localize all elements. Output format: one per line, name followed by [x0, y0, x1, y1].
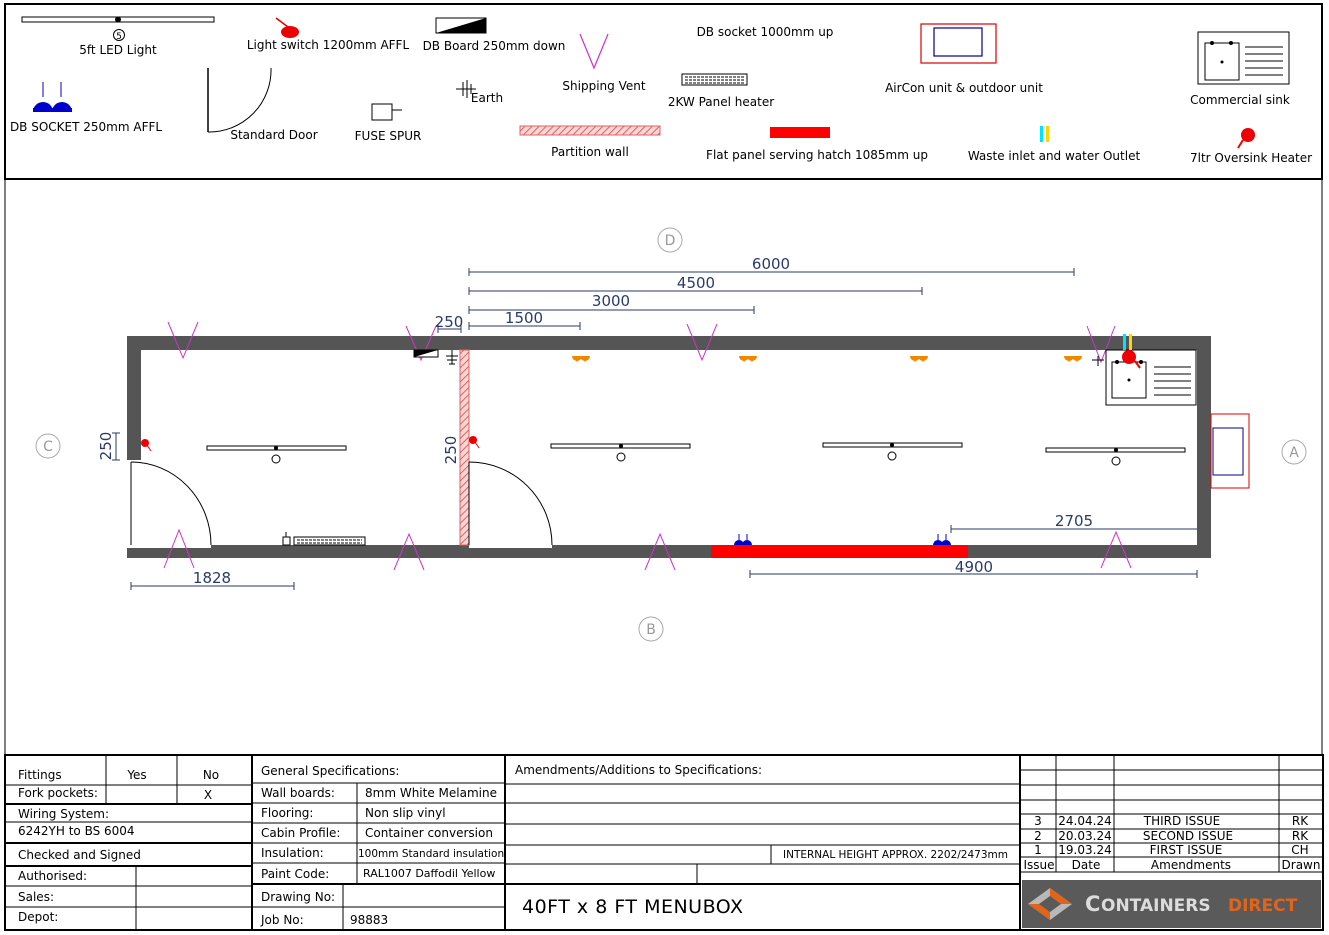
wall-sockets-top	[572, 356, 1082, 362]
legend-standard-door	[208, 68, 318, 142]
legend-aircon	[885, 24, 1043, 95]
checked-signed: Checked and Signed	[18, 848, 141, 862]
spec-label: Wall boards:	[261, 786, 335, 800]
legend-db-socket-1000-label: DB socket 1000mm up	[696, 25, 834, 39]
side-marker-c	[36, 434, 60, 458]
logo-text-3: DIRECT	[1228, 896, 1298, 916]
internal-height: INTERNAL HEIGHT APPROX. 2202/2473mm	[783, 849, 1008, 861]
dim-250-mid: 250	[442, 435, 460, 465]
spec-value: Container conversion	[365, 826, 493, 840]
logo-text-1: C	[1085, 892, 1101, 916]
legend-fuse-label: FUSE SPUR	[354, 129, 422, 143]
fittings-label: Fittings	[18, 768, 62, 782]
rev-amend: SECOND ISSUE	[1142, 829, 1234, 843]
svg-text:B: B	[646, 622, 656, 638]
side-marker-a	[1282, 440, 1306, 464]
rev-amend: FIRST ISSUE	[1149, 843, 1223, 857]
legend-waste-label: Waste inlet and water Outlet	[967, 149, 1141, 163]
door-left	[131, 462, 211, 545]
legend-led-light	[22, 17, 214, 58]
spec-value: 100mm Standard insulation	[358, 848, 505, 860]
legend-hatch-label: Flat panel serving hatch 1085mm up	[706, 148, 928, 162]
spec-label: Flooring:	[261, 806, 314, 820]
company-logo	[1022, 880, 1321, 928]
sales-label: Sales:	[18, 890, 54, 904]
side-marker-d	[658, 228, 682, 252]
legend-earth-label: Earth	[470, 91, 504, 105]
dim-1500: 1500	[504, 309, 544, 327]
spec-value: Non slip vinyl	[365, 806, 446, 820]
led-mark: 5	[116, 32, 122, 42]
legend-light-switch	[247, 18, 410, 52]
dim-4500: 4500	[676, 274, 716, 292]
legend-db-board-label: DB Board 250mm down	[422, 39, 566, 53]
general-spec-header: General Specifications:	[261, 764, 400, 778]
panel-heater-plan	[283, 532, 365, 545]
legend-vent-label: Shipping Vent	[562, 79, 646, 93]
legend-oversink-label: 7ltr Oversink Heater	[1189, 151, 1313, 165]
db-board-plan	[414, 350, 438, 357]
dim-3000: 3000	[591, 292, 631, 310]
door-middle	[469, 462, 552, 545]
dim-2705: 2705	[1054, 512, 1094, 530]
legend-shipping-vent	[562, 34, 645, 93]
dim-250-top: 250	[434, 313, 464, 331]
spec-label: Insulation:	[261, 846, 324, 860]
rev-date: 19.03.24	[1058, 843, 1112, 857]
rev-header-amend: Amendments	[1150, 858, 1232, 872]
legend-earth	[456, 80, 503, 105]
legend-aircon-label: AirCon unit & outdoor unit	[885, 81, 1043, 95]
legend-fuse-spur	[355, 104, 422, 143]
earth-plan	[446, 350, 458, 364]
fork-pockets-label: Fork pockets:	[18, 786, 98, 800]
legend-led-label: 5ft LED Light	[79, 43, 157, 57]
legend-serving-hatch	[706, 127, 928, 162]
led-lights	[207, 443, 1185, 465]
dim-1828: 1828	[192, 569, 232, 587]
rev-amend: THIRD ISSUE	[1143, 814, 1221, 828]
legend-waste-inlet	[968, 126, 1141, 163]
legend-db-socket-250	[10, 82, 162, 134]
rev-drawn: CH	[1291, 843, 1309, 857]
rev-issue: 1	[1034, 843, 1042, 857]
rev-date: 24.04.24	[1058, 814, 1112, 828]
drawing-no-label: Drawing No:	[261, 890, 336, 904]
dim-250-left: 250	[97, 431, 115, 461]
rev-issue: 3	[1034, 814, 1042, 828]
serving-hatch	[711, 545, 968, 558]
legend-switch-label: Light switch 1200mm AFFL	[246, 38, 410, 52]
depot-label: Depot:	[18, 910, 59, 924]
legend-db-socket-250-label: DB SOCKET 250mm AFFL	[9, 120, 163, 134]
db-sockets-bottom	[734, 534, 951, 545]
legend-panel-heater	[668, 74, 774, 109]
spec-value: 8mm White Melamine	[365, 786, 497, 800]
job-no-label: Job No:	[261, 913, 304, 927]
fittings-yes: Yes	[127, 768, 147, 782]
rev-header-issue: Issue	[1023, 858, 1055, 872]
job-no-value: 98883	[350, 913, 389, 927]
legend-oversink-heater	[1190, 128, 1312, 165]
spec-value: RAL1007 Daffodil Yellow	[363, 867, 496, 880]
amendments-header: Amendments/Additions to Specifications:	[515, 763, 763, 777]
drawing-title: 40FT x 8 FT MENUBOX	[522, 896, 744, 918]
spec-label: Cabin Profile:	[261, 826, 341, 840]
partition-wall	[460, 350, 469, 545]
side-marker-b	[639, 617, 663, 641]
authorised-label: Authorised:	[18, 869, 88, 883]
dim-6000: 6000	[751, 255, 791, 273]
fork-pockets-no-mark: X	[203, 788, 213, 802]
spec-label: Paint Code:	[261, 867, 330, 881]
legend-heater-label: 2KW Panel heater	[667, 95, 775, 109]
rev-header-date: Date	[1071, 858, 1101, 872]
svg-text:D: D	[664, 233, 676, 249]
rev-drawn: RK	[1291, 829, 1309, 843]
legend-door-label: Standard Door	[230, 128, 318, 142]
wiring-label: Wiring System:	[18, 807, 110, 821]
rev-date: 20.03.24	[1058, 829, 1112, 843]
rev-drawn: RK	[1291, 814, 1309, 828]
legend-commercial-sink	[1190, 32, 1290, 107]
legend-partition-wall	[520, 126, 660, 159]
fittings-no: No	[202, 768, 220, 782]
legend-sink-label: Commercial sink	[1190, 93, 1290, 107]
rev-issue: 2	[1034, 829, 1042, 843]
logo-text-2: ONTAINERS	[1101, 896, 1211, 916]
wiring-value: 6242YH to BS 6004	[18, 824, 135, 838]
legend-partition-label: Partition wall	[551, 145, 629, 159]
aircon-plan	[1211, 414, 1249, 488]
legend-db-board	[423, 18, 566, 53]
dimension-lines	[112, 268, 1197, 590]
dim-4900: 4900	[954, 558, 994, 576]
svg-text:A: A	[1289, 445, 1299, 461]
rev-header-drawn: Drawn	[1281, 858, 1321, 872]
svg-text:C: C	[43, 439, 53, 455]
